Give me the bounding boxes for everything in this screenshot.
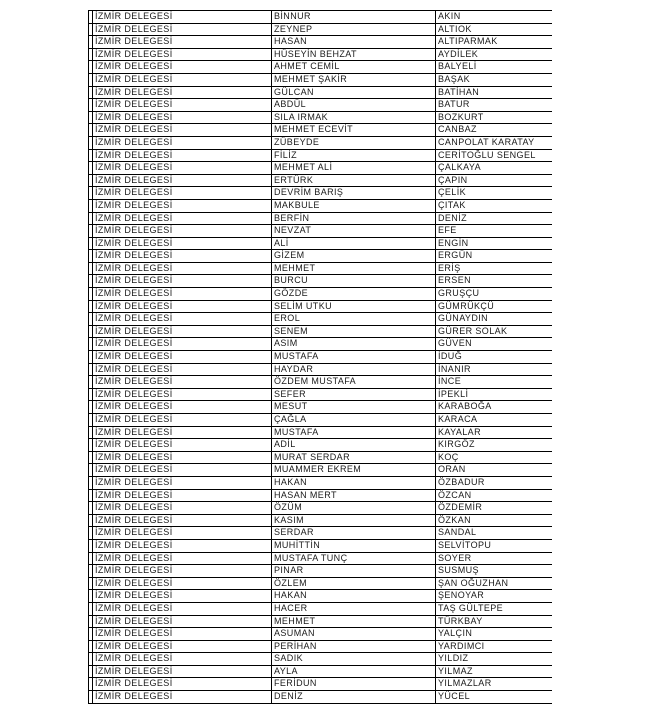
table-row <box>89 11 553 24</box>
first-name-cell: MESUT <box>272 401 436 414</box>
first-name-cell: HASAN <box>272 36 436 49</box>
first-name-cell: HASAN MERT <box>272 489 436 502</box>
table-row <box>89 388 553 401</box>
delegate-role-cell: İZMİR DELEGESİ <box>93 476 272 489</box>
table-row <box>89 464 553 477</box>
table-row <box>89 401 553 414</box>
table-row <box>89 476 553 489</box>
last-name-cell: ŞENOYAR <box>436 590 553 603</box>
first-name-cell: ERTÜRK <box>272 174 436 187</box>
table-row <box>89 86 553 99</box>
delegate-role-cell: İZMİR DELEGESİ <box>93 174 272 187</box>
first-name-cell: FİLİZ <box>272 149 436 162</box>
delegate-role-cell: İZMİR DELEGESİ <box>93 86 272 99</box>
delegate-role-cell: İZMİR DELEGESİ <box>93 149 272 162</box>
table-row <box>89 262 553 275</box>
delegate-role-cell: İZMİR DELEGESİ <box>93 162 272 175</box>
table-row <box>89 539 553 552</box>
last-name-cell: ÖZKAN <box>436 514 553 527</box>
last-name-cell: CERİTOĞLU SENGEL <box>436 149 553 162</box>
first-name-cell: ASIM <box>272 338 436 351</box>
delegate-role-cell: İZMİR DELEGESİ <box>93 136 272 149</box>
last-name-cell: ÖZCAN <box>436 489 553 502</box>
first-name-cell: SELİM UTKU <box>272 300 436 313</box>
delegate-role-cell: İZMİR DELEGESİ <box>93 124 272 137</box>
delegate-role-cell: İZMİR DELEGESİ <box>93 11 272 24</box>
table-row <box>89 199 553 212</box>
table-row <box>89 363 553 376</box>
delegate-role-cell: İZMİR DELEGESİ <box>93 640 272 653</box>
table-row <box>89 149 553 162</box>
table-row <box>89 376 553 389</box>
table-row <box>89 162 553 175</box>
table-row <box>89 489 553 502</box>
last-name-cell: ÇALKAYA <box>436 162 553 175</box>
first-name-cell: SILA IRMAK <box>272 111 436 124</box>
first-name-cell: ASUMAN <box>272 628 436 641</box>
last-name-cell: EFE <box>436 225 553 238</box>
first-name-cell: MUSTAFA <box>272 351 436 364</box>
delegate-role-cell: İZMİR DELEGESİ <box>93 552 272 565</box>
delegate-list-page <box>88 10 552 721</box>
delegate-role-cell: İZMİR DELEGESİ <box>93 489 272 502</box>
first-name-cell: SEFER <box>272 388 436 401</box>
last-name-cell: BOZKURT <box>436 111 553 124</box>
delegate-role-cell: İZMİR DELEGESİ <box>93 212 272 225</box>
table-row <box>89 124 553 137</box>
first-name-cell: BERFİN <box>272 212 436 225</box>
last-name-cell: YILMAZLAR <box>436 678 553 691</box>
last-name-cell: TÜRKBAY <box>436 615 553 628</box>
table-row <box>89 565 553 578</box>
table-row <box>89 288 553 301</box>
last-name-cell: İDUĞ <box>436 351 553 364</box>
table-row <box>89 602 553 615</box>
table-row <box>89 61 553 74</box>
table-row <box>89 325 553 338</box>
delegate-role-cell: İZMİR DELEGESİ <box>93 288 272 301</box>
table-row <box>89 426 553 439</box>
delegate-role-cell: İZMİR DELEGESİ <box>93 665 272 678</box>
table-row <box>89 212 553 225</box>
delegate-role-cell: İZMİR DELEGESİ <box>93 565 272 578</box>
table-row <box>89 250 553 263</box>
first-name-cell: AYLA <box>272 665 436 678</box>
table-row <box>89 36 553 49</box>
delegate-role-cell: İZMİR DELEGESİ <box>93 111 272 124</box>
last-name-cell: ÇAPIN <box>436 174 553 187</box>
first-name-cell: HAYDAR <box>272 363 436 376</box>
table-row <box>89 653 553 666</box>
delegate-role-cell: İZMİR DELEGESİ <box>93 426 272 439</box>
first-name-cell: ZÜBEYDE <box>272 136 436 149</box>
last-name-cell: İPEKLİ <box>436 388 553 401</box>
table-row <box>89 628 553 641</box>
first-name-cell: MEHMET <box>272 615 436 628</box>
last-name-cell: ŞAN OĞUZHAN <box>436 577 553 590</box>
delegate-role-cell: İZMİR DELEGESİ <box>93 325 272 338</box>
first-name-cell: HACER <box>272 602 436 615</box>
delegate-role-cell: İZMİR DELEGESİ <box>93 451 272 464</box>
first-name-cell: ÖZDEM MUSTAFA <box>272 376 436 389</box>
first-name-cell: ABDÜL <box>272 99 436 112</box>
last-name-cell: GRUŞÇU <box>436 288 553 301</box>
delegate-role-cell: İZMİR DELEGESİ <box>93 653 272 666</box>
table-row <box>89 73 553 86</box>
delegate-role-cell: İZMİR DELEGESİ <box>93 502 272 515</box>
delegate-role-cell: İZMİR DELEGESİ <box>93 99 272 112</box>
first-name-cell: BİNNUR <box>272 11 436 24</box>
first-name-cell: MEHMET ALİ <box>272 162 436 175</box>
last-name-cell: ENGİN <box>436 237 553 250</box>
first-name-cell: SADIK <box>272 653 436 666</box>
first-name-cell: FERİDUN <box>272 678 436 691</box>
last-name-cell: ÇITAK <box>436 199 553 212</box>
delegate-role-cell: İZMİR DELEGESİ <box>93 577 272 590</box>
last-name-cell: DENİZ <box>436 212 553 225</box>
last-name-cell: ÖZBADUR <box>436 476 553 489</box>
delegate-role-cell: İZMİR DELEGESİ <box>93 615 272 628</box>
last-name-cell: KARACA <box>436 414 553 427</box>
last-name-cell: GÜMRÜKÇÜ <box>436 300 553 313</box>
last-name-cell: İNANIR <box>436 363 553 376</box>
delegate-role-cell: İZMİR DELEGESİ <box>93 73 272 86</box>
last-name-cell: CANPOLAT KARATAY <box>436 136 553 149</box>
first-name-cell: ÖZLEM <box>272 577 436 590</box>
last-name-cell: SANDAL <box>436 527 553 540</box>
delegate-role-cell: İZMİR DELEGESİ <box>93 401 272 414</box>
table-row <box>89 300 553 313</box>
delegate-role-cell: İZMİR DELEGESİ <box>93 199 272 212</box>
last-name-cell: KARABOĞA <box>436 401 553 414</box>
delegate-role-cell: İZMİR DELEGESİ <box>93 351 272 364</box>
delegate-role-cell: İZMİR DELEGESİ <box>93 388 272 401</box>
delegate-role-cell: İZMİR DELEGESİ <box>93 225 272 238</box>
table-row <box>89 351 553 364</box>
table-row <box>89 514 553 527</box>
last-name-cell: ORAN <box>436 464 553 477</box>
delegate-role-cell: İZMİR DELEGESİ <box>93 338 272 351</box>
first-name-cell: NEVZAT <box>272 225 436 238</box>
first-name-cell: DEVRİM BARIŞ <box>272 187 436 200</box>
table-row <box>89 439 553 452</box>
last-name-cell: YARDIMCI <box>436 640 553 653</box>
first-name-cell: GİZEM <box>272 250 436 263</box>
first-name-cell: PINAR <box>272 565 436 578</box>
last-name-cell: SUSMUŞ <box>436 565 553 578</box>
delegate-role-cell: İZMİR DELEGESİ <box>93 262 272 275</box>
first-name-cell: MAKBULE <box>272 199 436 212</box>
delegate-role-cell: İZMİR DELEGESİ <box>93 313 272 326</box>
first-name-cell: MUAMMER EKREM <box>272 464 436 477</box>
table-row <box>89 275 553 288</box>
first-name-cell: DENİZ <box>272 691 436 704</box>
last-name-cell: İNCE <box>436 376 553 389</box>
table-row <box>89 414 553 427</box>
delegate-role-cell: İZMİR DELEGESİ <box>93 439 272 452</box>
table-row <box>89 552 553 565</box>
delegate-role-cell: İZMİR DELEGESİ <box>93 464 272 477</box>
delegate-role-cell: İZMİR DELEGESİ <box>93 539 272 552</box>
last-name-cell: ÖZDEMİR <box>436 502 553 515</box>
last-name-cell: KOÇ <box>436 451 553 464</box>
table-row <box>89 502 553 515</box>
table-row <box>89 527 553 540</box>
table-row <box>89 174 553 187</box>
table-row <box>89 678 553 691</box>
delegate-table <box>88 10 552 704</box>
last-name-cell: SELVİTOPU <box>436 539 553 552</box>
last-name-cell: TAŞ GÜLTEPE <box>436 602 553 615</box>
last-name-cell: ERGÜN <box>436 250 553 263</box>
last-name-cell: BATUR <box>436 99 553 112</box>
first-name-cell: BURCU <box>272 275 436 288</box>
table-row <box>89 640 553 653</box>
last-name-cell: SOYER <box>436 552 553 565</box>
last-name-cell: ÇELİK <box>436 187 553 200</box>
table-row <box>89 590 553 603</box>
table-row <box>89 237 553 250</box>
last-name-cell: YILDIZ <box>436 653 553 666</box>
first-name-cell: MURAT SERDAR <box>272 451 436 464</box>
delegate-role-cell: İZMİR DELEGESİ <box>93 275 272 288</box>
last-name-cell: ERSEN <box>436 275 553 288</box>
last-name-cell: CANBAZ <box>436 124 553 137</box>
last-name-cell: AYDİLEK <box>436 48 553 61</box>
last-name-cell: GÜVEN <box>436 338 553 351</box>
table-row <box>89 23 553 36</box>
table-row <box>89 313 553 326</box>
first-name-cell: ADİL <box>272 439 436 452</box>
first-name-cell: MEHMET ECEVİT <box>272 124 436 137</box>
delegate-role-cell: İZMİR DELEGESİ <box>93 414 272 427</box>
first-name-cell: HAKAN <box>272 590 436 603</box>
first-name-cell: MEHMET <box>272 262 436 275</box>
delegate-role-cell: İZMİR DELEGESİ <box>93 376 272 389</box>
delegate-role-cell: İZMİR DELEGESİ <box>93 363 272 376</box>
delegate-role-cell: İZMİR DELEGESİ <box>93 590 272 603</box>
delegate-role-cell: İZMİR DELEGESİ <box>93 36 272 49</box>
delegate-table-body <box>89 11 553 704</box>
table-row <box>89 691 553 704</box>
first-name-cell: KASIM <box>272 514 436 527</box>
table-row <box>89 615 553 628</box>
table-row <box>89 187 553 200</box>
first-name-cell: AHMET CEMİL <box>272 61 436 74</box>
first-name-cell: SENEM <box>272 325 436 338</box>
last-name-cell: AKIN <box>436 11 553 24</box>
delegate-role-cell: İZMİR DELEGESİ <box>93 527 272 540</box>
table-row <box>89 338 553 351</box>
first-name-cell: GÜLCAN <box>272 86 436 99</box>
delegate-role-cell: İZMİR DELEGESİ <box>93 48 272 61</box>
last-name-cell: BALYELİ <box>436 61 553 74</box>
table-row <box>89 451 553 464</box>
delegate-role-cell: İZMİR DELEGESİ <box>93 514 272 527</box>
delegate-role-cell: İZMİR DELEGESİ <box>93 61 272 74</box>
first-name-cell: PERİHAN <box>272 640 436 653</box>
last-name-cell: YILMAZ <box>436 665 553 678</box>
last-name-cell: KAYALAR <box>436 426 553 439</box>
table-row <box>89 225 553 238</box>
delegate-role-cell: İZMİR DELEGESİ <box>93 602 272 615</box>
last-name-cell: BATİHAN <box>436 86 553 99</box>
table-row <box>89 136 553 149</box>
first-name-cell: ZEYNEP <box>272 23 436 36</box>
table-row <box>89 577 553 590</box>
first-name-cell: ÖZÜM <box>272 502 436 515</box>
last-name-cell: GÜRER SOLAK <box>436 325 553 338</box>
last-name-cell: GÜNAYDIN <box>436 313 553 326</box>
first-name-cell: SERDAR <box>272 527 436 540</box>
delegate-role-cell: İZMİR DELEGESİ <box>93 187 272 200</box>
first-name-cell: ÇAĞLA <box>272 414 436 427</box>
delegate-role-cell: İZMİR DELEGESİ <box>93 678 272 691</box>
first-name-cell: EROL <box>272 313 436 326</box>
delegate-role-cell: İZMİR DELEGESİ <box>93 691 272 704</box>
delegate-role-cell: İZMİR DELEGESİ <box>93 300 272 313</box>
table-row <box>89 111 553 124</box>
table-row <box>89 665 553 678</box>
delegate-role-cell: İZMİR DELEGESİ <box>93 23 272 36</box>
last-name-cell: YÜCEL <box>436 691 553 704</box>
last-name-cell: ALTIPARMAK <box>436 36 553 49</box>
first-name-cell: MEHMET ŞAKİR <box>272 73 436 86</box>
last-name-cell: YALÇIN <box>436 628 553 641</box>
last-name-cell: BAŞAK <box>436 73 553 86</box>
delegate-role-cell: İZMİR DELEGESİ <box>93 628 272 641</box>
delegate-role-cell: İZMİR DELEGESİ <box>93 250 272 263</box>
first-name-cell: HAKAN <box>272 476 436 489</box>
first-name-cell: ALİ <box>272 237 436 250</box>
last-name-cell: KIRGÖZ <box>436 439 553 452</box>
first-name-cell: MUHİTTİN <box>272 539 436 552</box>
first-name-cell: HÜSEYİN BEHZAT <box>272 48 436 61</box>
last-name-cell: ERİŞ <box>436 262 553 275</box>
delegate-role-cell: İZMİR DELEGESİ <box>93 237 272 250</box>
first-name-cell: GÖZDE <box>272 288 436 301</box>
first-name-cell: MUSTAFA TUNÇ <box>272 552 436 565</box>
last-name-cell: ALTIOK <box>436 23 553 36</box>
first-name-cell: MUSTAFA <box>272 426 436 439</box>
table-row <box>89 48 553 61</box>
table-row <box>89 99 553 112</box>
